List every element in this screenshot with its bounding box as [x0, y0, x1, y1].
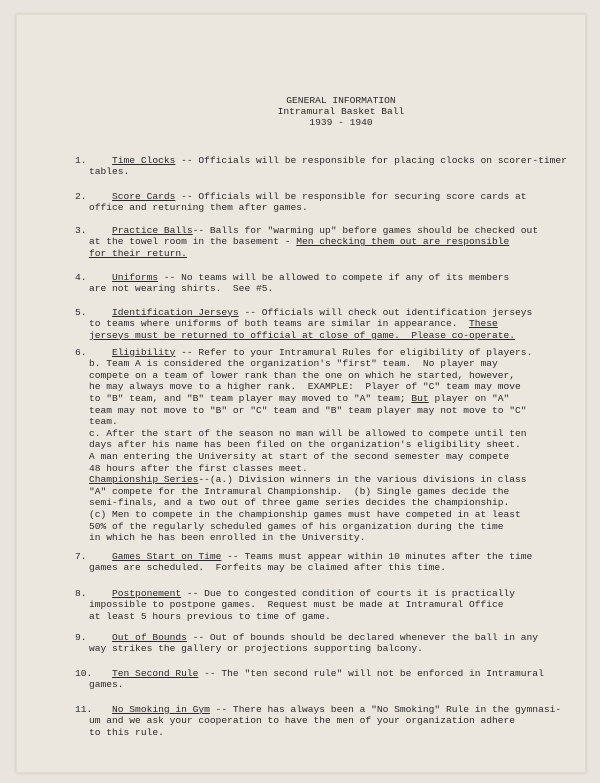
- item-title: Eligibility: [112, 346, 176, 358]
- item-text: to "B" team, and "B" team player may moved to "A" team;: [89, 392, 412, 404]
- item-number: 1.: [75, 154, 87, 166]
- item-number: 3.: [75, 224, 87, 236]
- item-text: team.: [89, 416, 118, 428]
- item-text: at least 5 hours previous to time of game.: [89, 610, 331, 622]
- item-number: 9.: [75, 631, 87, 643]
- item-number: 4.: [75, 271, 87, 283]
- item-text: days after his name has been filed on the organization's eligibility sheet.: [89, 439, 521, 451]
- item-number: 7.: [75, 550, 87, 562]
- item-text: he may always move to a higher rank. EXAMPLE: Player of "C" team may move: [89, 381, 521, 393]
- item-number: 8.: [75, 587, 87, 599]
- item-text: impossible to postpone games. Request must be made at Intramural Office: [89, 599, 504, 611]
- item-text: to teams where uniforms of both teams are similar in appearance.: [89, 318, 469, 330]
- item-text: to this rule.: [89, 726, 164, 738]
- item-text: games are scheduled. Forfeits may be claimed after this time.: [89, 562, 446, 574]
- item-emphasis: for their return.: [89, 247, 187, 259]
- item-text: are not wearing shirts. See #5.: [89, 283, 274, 295]
- item-title: No Smoking in Gym: [112, 703, 210, 715]
- item-title: Practice Balls: [112, 224, 193, 236]
- item-text: c. After the start of the season no man will be allowed to compete until ten: [89, 427, 527, 439]
- item-text: -- Teams must appear within 10 minutes after the time: [221, 550, 533, 562]
- item-text: -- Refer to your Intramural Rules for eligibility of players.: [175, 346, 533, 358]
- document-header: [17, 95, 585, 128]
- item-title: Ten Second Rule: [112, 667, 199, 679]
- item-text: compete on a team of lower rank than the one on which he started, however,: [89, 369, 516, 381]
- item-title: Out of Bounds: [112, 631, 187, 643]
- item-text: at the towel room in the basement -: [89, 236, 297, 248]
- item-number: 2.: [75, 190, 87, 202]
- item-text: -- There has always been a "No Smoking" Rule in the gymnasi-: [209, 703, 562, 715]
- item-text: -- The "ten second rule" will not be enforced in Intramural: [198, 667, 544, 679]
- item-text: games.: [89, 679, 124, 691]
- item-text: -- Officials will be responsible for securing score cards at: [175, 190, 527, 202]
- item-emphasis: These: [468, 318, 498, 330]
- item-emphasis: Championship Series: [89, 474, 199, 486]
- item-title: Games Start on Time: [112, 550, 222, 562]
- item-text: -- Officials will check out identification jerseys: [238, 306, 533, 318]
- item-text: 50% of the regularly scheduled games of his organization during the time: [89, 520, 504, 532]
- item-text: semi-finals, and a two out of three game series decides the championship.: [89, 497, 510, 509]
- item-text: --(a.) Division winners in the various divisions in class: [198, 474, 527, 486]
- item-text: player on "A": [428, 392, 510, 404]
- document-title: GENERAL INFORMATION: [286, 95, 396, 106]
- document-subtitle: Intramural Basket Ball: [277, 106, 405, 117]
- document-years: 1939 - 1940: [309, 117, 373, 128]
- item-title: Identification Jerseys: [112, 306, 239, 318]
- item-text: 48 hours after the first classes meet.: [89, 462, 308, 474]
- item-text: A man entering the University at start of the second semester may compete: [89, 450, 510, 462]
- item-number: 6.: [75, 346, 87, 358]
- item-number: 10.: [75, 667, 93, 679]
- item-text: way strikes the gallery or projections supporting balcony.: [89, 643, 423, 655]
- item-title: Score Cards: [112, 190, 176, 202]
- item-text: -- No teams will be allowed to compete if any of its members: [158, 271, 510, 283]
- item-text: (c) Men to compete in the championship games must have competed in at least: [89, 508, 521, 520]
- item-text: -- Balls for "warming up" before games should be checked out: [192, 224, 539, 236]
- item-text: office and returning them after games.: [89, 202, 308, 214]
- item-emphasis: But: [411, 392, 429, 404]
- item-emphasis: jerseys must be returned to official at close of game. Please co-operate.: [89, 329, 516, 341]
- item-title: Uniforms: [112, 271, 159, 283]
- item-text: team may not move to "B" or "C" team and "B" team player may not move to "C": [89, 404, 527, 416]
- item-number: 11.: [75, 703, 93, 715]
- item-number: 5.: [75, 306, 87, 318]
- item-text: um and we ask your cooperation to have the men of your organization adhere: [89, 715, 516, 727]
- item-title: Postponement: [112, 587, 182, 599]
- item-text: -- Out of bounds should be declared whenever the ball in any: [186, 631, 539, 643]
- item-text: in which he has been enrolled in the University.: [89, 532, 366, 544]
- item-text: b. Team A is considered the organization's "first" team. No player may: [89, 358, 498, 370]
- item-text: -- Officials will be responsible for placing clocks on scorer-timer: [175, 154, 567, 166]
- item-text: -- Due to congested condition of courts it is practically: [181, 587, 516, 599]
- item-text: "A" compete for the Intramural Championship. (b) Single games decide the: [89, 485, 510, 497]
- item-6: [75, 335, 559, 555]
- item-emphasis: Men checking them out are responsible: [296, 236, 510, 248]
- document-page: [16, 14, 586, 773]
- item-title: Time Clocks: [112, 154, 176, 166]
- item-text: tables.: [89, 166, 130, 178]
- item-11: [75, 692, 562, 750]
